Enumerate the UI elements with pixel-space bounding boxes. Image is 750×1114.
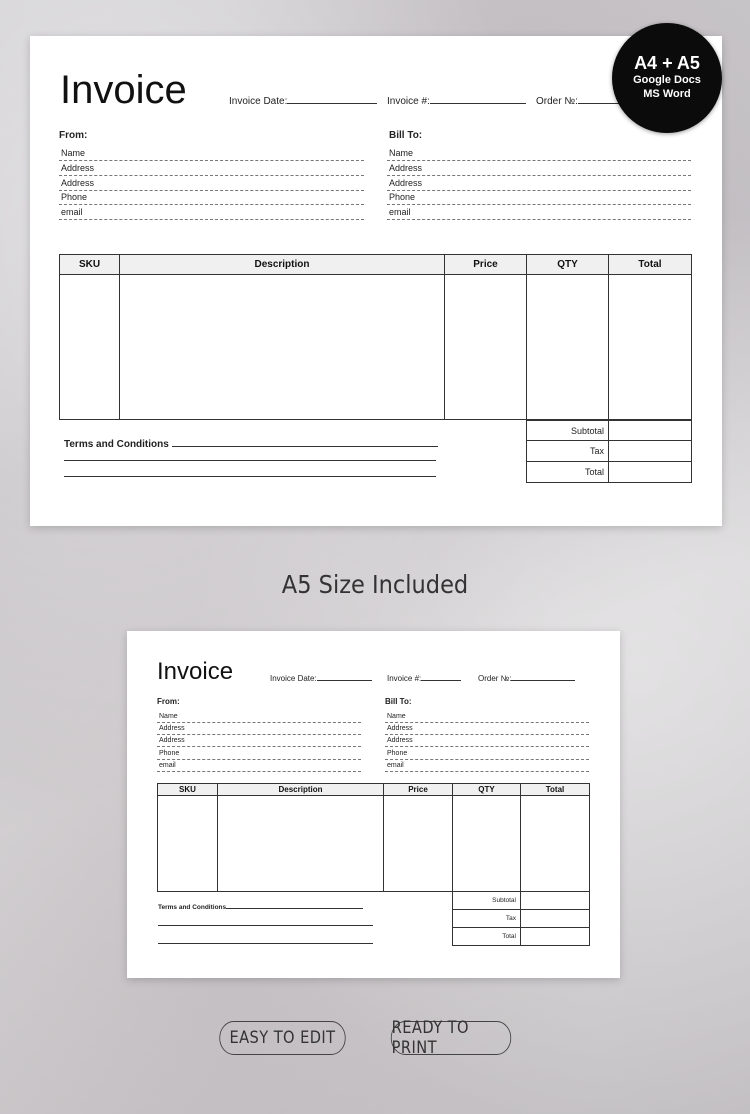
a4-bill-name: Name [387, 147, 691, 161]
a5-invoice-date-label: Invoice Date: [270, 673, 372, 683]
a4-column-price: Price [445, 255, 527, 275]
easy-to-edit-button[interactable]: EASY TO EDIT [219, 1021, 345, 1055]
badge-ms-word-text: MS Word [643, 88, 691, 100]
a4-bill-address-1: Address [387, 162, 691, 176]
a4-terms-label: Terms and Conditions [64, 437, 438, 450]
a5-from-address-2: Address [157, 735, 361, 747]
a4-subtotal-label: Subtotal [527, 421, 609, 441]
a4-invoice-sheet [30, 36, 722, 526]
a5-tax-label: Tax [453, 910, 521, 928]
a5-terms-label: Terms and Conditions [158, 902, 363, 911]
a5-caption: A5 Size Included [281, 570, 469, 599]
a5-invoice-title: Invoice [157, 658, 234, 685]
a4-from-label: From: [59, 130, 88, 141]
a4-from-address-2: Address [59, 177, 364, 191]
a5-column-sku: SKU [158, 784, 218, 796]
ready-to-print-button[interactable]: READY TO PRINT [391, 1021, 511, 1055]
a5-column-total: Total [521, 784, 590, 796]
a5-invoice-number-label: Invoice #: [387, 673, 461, 683]
a5-column-description: Description [218, 784, 384, 796]
a4-bill-email: email [387, 206, 691, 220]
format-badge [612, 23, 722, 133]
a5-items-table [157, 783, 590, 892]
a5-column-qty: QTY [453, 784, 521, 796]
a4-from-name: Name [59, 147, 364, 161]
a5-terms-line-2 [158, 925, 373, 926]
a4-from-phone: Phone [59, 191, 364, 205]
a5-column-price: Price [384, 784, 453, 796]
a4-from-email: email [59, 206, 364, 220]
a4-bill-to-label: Bill To: [389, 130, 423, 141]
a4-totals-table [526, 420, 692, 483]
a4-bill-address-2: Address [387, 177, 691, 191]
a4-invoice-date-label: Invoice Date: [229, 94, 377, 107]
a4-column-description: Description [120, 255, 445, 275]
a5-bill-name: Name [385, 711, 589, 723]
a4-column-qty: QTY [527, 255, 609, 275]
a5-bill-address-2: Address [385, 735, 589, 747]
a5-bill-phone: Phone [385, 748, 589, 760]
a5-bill-address-1: Address [385, 723, 589, 735]
a4-tax-label: Tax [527, 441, 609, 462]
a4-invoice-number-label: Invoice #: [387, 94, 526, 107]
a5-order-number-label: Order №: [478, 673, 575, 683]
a5-from-email: email [157, 760, 361, 772]
a4-bill-phone: Phone [387, 191, 691, 205]
a4-items-table [59, 254, 692, 420]
a4-column-total: Total [609, 255, 692, 275]
a5-from-name: Name [157, 711, 361, 723]
badge-google-docs-text: Google Docs [633, 74, 701, 86]
a4-terms-line-2 [64, 460, 436, 461]
a5-total-label: Total [453, 928, 521, 946]
badge-size-text: A4 + A5 [634, 53, 700, 73]
a5-from-phone: Phone [157, 748, 361, 760]
a4-column-sku: SKU [60, 255, 120, 275]
a4-total-label: Total [527, 462, 609, 483]
a4-order-number-label: Order №: [536, 94, 628, 107]
a4-invoice-title: Invoice [60, 68, 187, 112]
a5-totals-table [452, 891, 590, 946]
a5-bill-email: email [385, 760, 589, 772]
a5-subtotal-label: Subtotal [453, 892, 521, 910]
a4-terms-line-3 [64, 476, 436, 477]
a5-bill-to-label: Bill To: [385, 697, 412, 706]
a5-invoice-sheet [127, 631, 620, 978]
a5-from-label: From: [157, 697, 180, 706]
a5-from-address-1: Address [157, 723, 361, 735]
a4-from-address-1: Address [59, 162, 364, 176]
a5-terms-line-3 [158, 943, 373, 944]
